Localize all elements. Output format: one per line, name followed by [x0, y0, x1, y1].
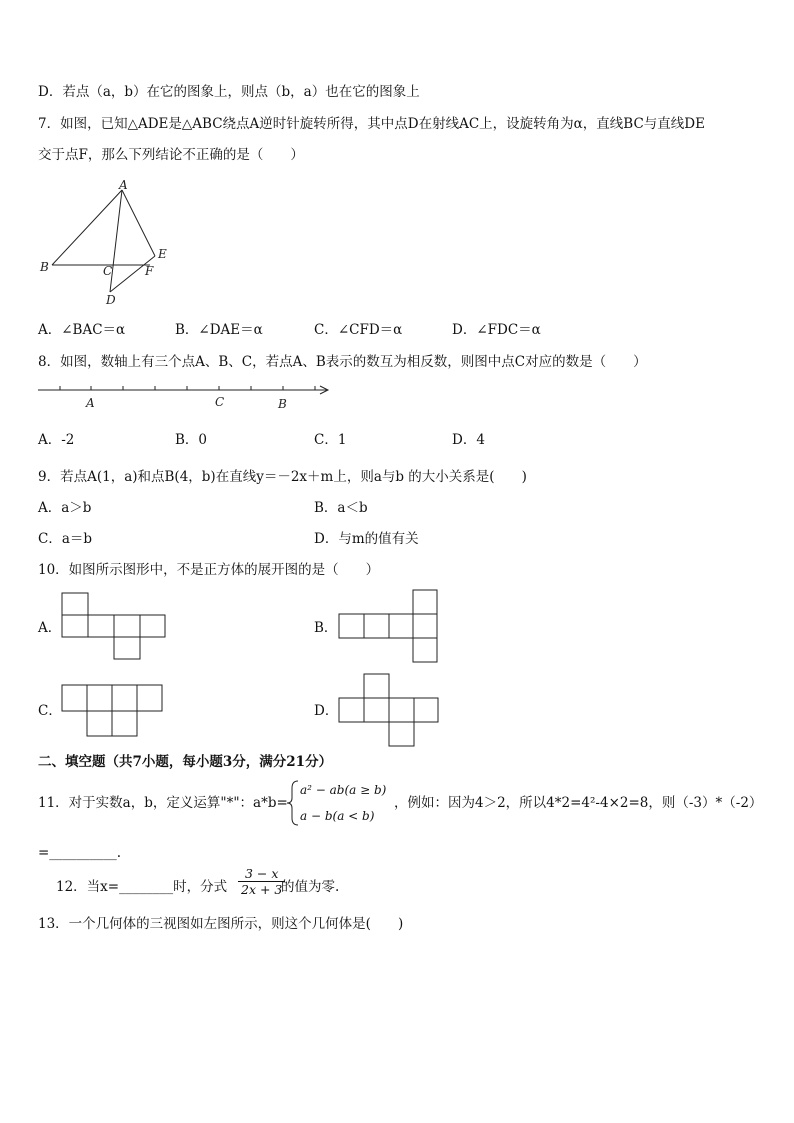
- q9-option-b: B．a＜b: [314, 500, 368, 516]
- q13-stem: 13．一个几何体的三视图如左图所示，则这个几何体是( ): [38, 916, 404, 932]
- q11-answer-blank: =__________.: [38, 845, 122, 861]
- q10-stem: 10．如图所示图形中，不是正方体的展开图的是（ ）: [38, 562, 380, 578]
- q7-label-a: A: [119, 178, 128, 192]
- q7-label-e: E: [158, 247, 167, 261]
- q8-option-d: D．4: [452, 432, 485, 448]
- section-2-heading: 二、填空题（共7小题，每小题3分，满分21分）: [38, 754, 333, 770]
- q8-stem: 8．如图，数轴上有三个点A、B、C，若点A、B表示的数互为相反数，则图中点C对应的数是（ ）: [38, 354, 647, 370]
- q7-option-b: B．∠DAE＝α: [175, 322, 263, 338]
- q8-label-c: C: [215, 395, 225, 409]
- q12-denominator: 2x + 3: [241, 882, 283, 897]
- q7-label-f: F: [145, 264, 154, 278]
- q10-option-d-label: D．: [314, 703, 339, 719]
- q9-option-d: D．与m的值有关: [314, 531, 419, 547]
- q8-option-b: B．0: [175, 432, 208, 448]
- q8-option-a: A．-2: [38, 432, 75, 448]
- q7-label-c: C: [103, 264, 113, 278]
- q9-stem: 9．若点A(1，a)和点B(4，b)在直线y＝－2x＋m上，则a与b 的大小关系是( ): [38, 469, 527, 485]
- q10-option-a-label: A．: [38, 620, 62, 636]
- q6-option-d: D．若点（a，b）在它的图象上，则点（b，a）也在它的图象上: [38, 84, 420, 100]
- q10-option-b-label: B．: [314, 620, 338, 636]
- q12-fraction: [236, 866, 287, 897]
- q12-stem-suffix: 的值为零.: [281, 879, 340, 895]
- q12-numerator: 3 − x: [238, 866, 285, 882]
- q7-label-b: B: [40, 260, 49, 274]
- q7-stem-line1: 7．如图，已知△ADE是△ABC绕点A逆时针旋转所得，其中点D在射线AC上，设旋转角为α，直线BC与直线DE: [38, 116, 705, 132]
- q10-option-c-label: C．: [38, 703, 62, 719]
- q8-option-c: C．1: [314, 432, 347, 448]
- q11-stem-prefix: 11．对于实数a，b，定义运算"*"：a*b=: [38, 795, 288, 811]
- q8-label-b: B: [278, 397, 287, 411]
- q9-option-c: C．a＝b: [38, 531, 93, 547]
- q11-case-2: a − b(a < b): [300, 809, 375, 823]
- q11-case-1: a² − ab(a ≥ b): [300, 783, 387, 797]
- q7-stem-line2: 交于点F，那么下列结论不正确的是（ ）: [38, 147, 304, 163]
- q8-label-a: A: [86, 396, 95, 410]
- q11-stem-suffix: ，例如：因为4＞2，所以4*2=4²-4×2=8，则（-3）*（-2）: [394, 795, 763, 811]
- q7-label-d: D: [106, 293, 116, 307]
- q7-option-d: D．∠FDC＝α: [452, 322, 541, 338]
- q7-option-a: A．∠BAC＝α: [38, 322, 126, 338]
- q9-option-a: A．a＞b: [38, 500, 92, 516]
- q12-stem-prefix: 12．当x=________时，分式: [56, 879, 228, 895]
- q7-option-c: C．∠CFD＝α: [314, 322, 403, 338]
